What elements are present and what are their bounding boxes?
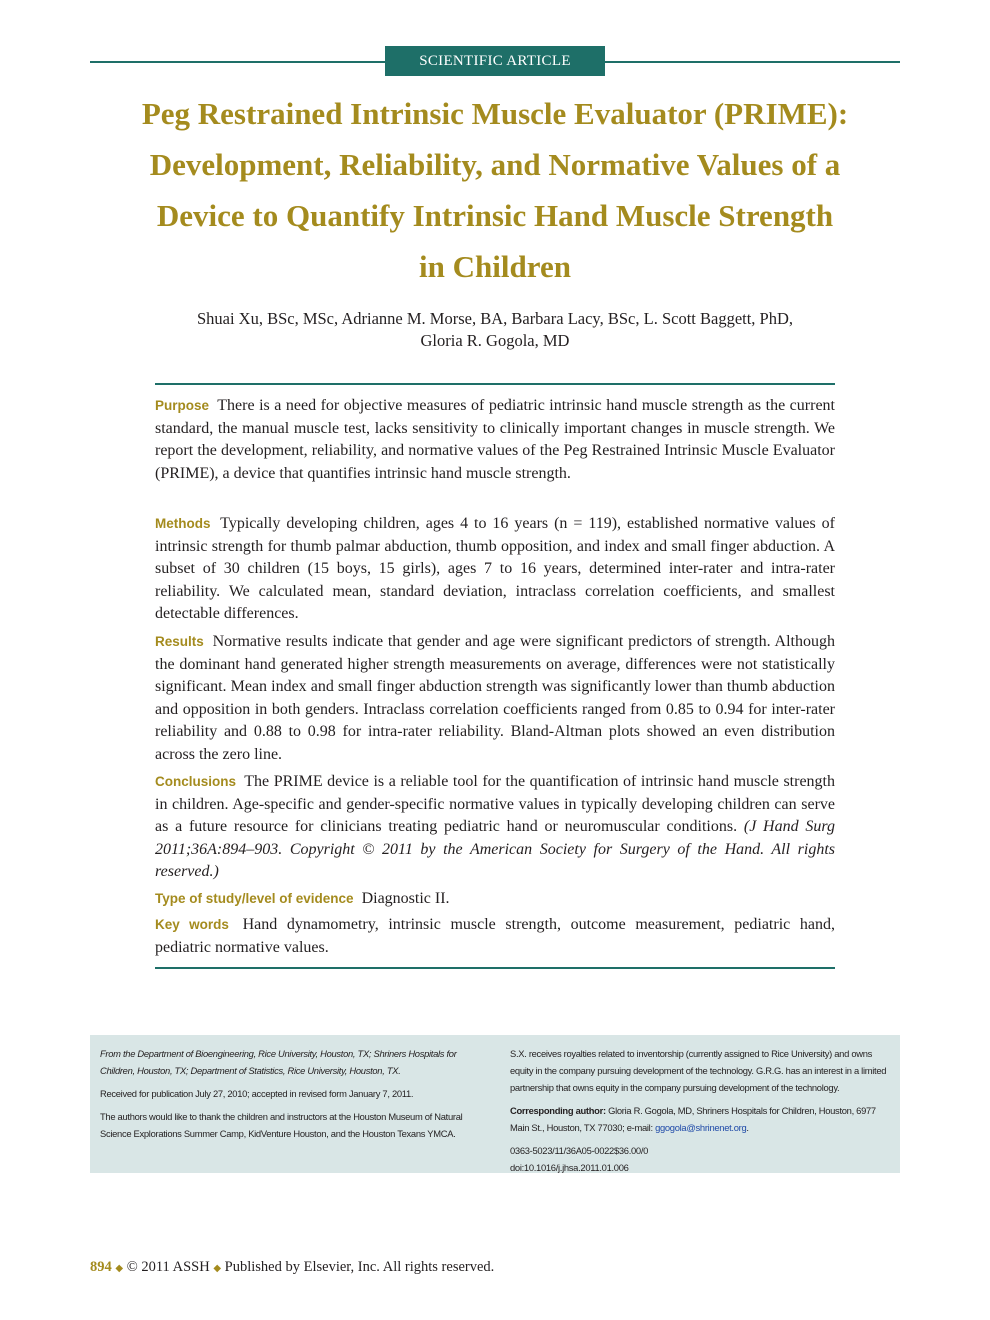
results-text: Normative results indicate that gender and age were significant predictors of strength. Although the dominant hand generated higher strength measurements on average, differences were not statistically significant. Mean index and small finger abduction strength was significantly lower than thumb abduction and opposition in both genders. Intraclass correlation coefficients ranged from 0.85 to 0.94 for inter-rater reliability and 0.88 to 0.98 for intra-rater reliability. Bland-Altman plots showed an even distribution across the zero line.: [155, 633, 836, 763]
separator-diamond-icon: ◆: [213, 1263, 222, 1274]
methods-label: Methods: [155, 516, 211, 531]
purpose-text: There is a need for objective measures of pediatric intrinsic hand muscle strength as the current standard, the manual muscle test, lacks sensitivity to clinically important changes in muscle strength. We report the development, reliability, and normative values of the Peg Restrained Intrinsic Muscle Evaluator (PRIME), a device that quantifies intrinsic hand muscle strength.: [155, 397, 835, 482]
identifier-note: [510, 1142, 893, 1176]
received-note: Received for publication July 27, 2010; accepted in revised form January 7, 2011.: [100, 1088, 414, 1099]
corresponding-label: Corresponding author:: [510, 1105, 606, 1116]
author-list: [100, 308, 890, 352]
purpose-label: Purpose: [155, 398, 210, 413]
title-line: Development, Reliability, and Normative Values of a: [149, 147, 841, 182]
footnote-column-left: [100, 1045, 485, 1148]
abstract-study-type: [155, 888, 835, 911]
title-line: in Children: [419, 249, 571, 284]
footnote-box: [90, 1035, 900, 1173]
disclosure-note: S.X. receives royalties related to inventorship (currently assigned to Rice University) and owns equity in the company pursuing development of the technology. G.R.G. has an interest in a limited partnership that owns equity in the company pursuing development of the technology.: [510, 1048, 887, 1093]
abstract-purpose: [155, 395, 835, 485]
corresponding-author-note: Corresponding author: Gloria R. Gogola, MD, Shriners Hospitals for Children, Houston, 6977 Main St., Houston, TX 77030; e-mail: ggogola@shrinenet.org.: [510, 1105, 876, 1133]
article-title: [90, 88, 900, 292]
study-type-label: Type of study/level of evidence: [155, 891, 354, 906]
keywords-label: Key words: [155, 917, 229, 932]
doi-link[interactable]: doi:10.1016/j.jhsa.2011.01.006: [510, 1162, 629, 1173]
page-footer: [90, 1257, 690, 1279]
study-type-text: Diagnostic II.: [361, 890, 450, 907]
keywords-text: Hand dynamometry, intrinsic muscle strength, outcome measurement, pediatric hand, pediatric normative values.: [155, 916, 836, 956]
publisher-text: Published by Elsevier, Inc. All rights reserved.: [224, 1259, 495, 1275]
citation-text: (J Hand Surg 2011;36A:894–903. Copyright © 2011 by the American Society for Surgery of the Hand. All rights reserved.): [155, 818, 836, 880]
page-number: 894: [90, 1259, 112, 1275]
abstract-conclusions: [155, 771, 835, 884]
separator-diamond-icon: ◆: [115, 1263, 124, 1274]
section-label: SCIENTIFIC ARTICLE: [385, 46, 605, 76]
title-line: Device to Quantify Intrinsic Hand Muscle Strength: [156, 198, 834, 233]
author-line: Gloria R. Gogola, MD: [420, 331, 570, 350]
section-header: [90, 46, 900, 76]
author-line: Shuai Xu, BSc, MSc, Adrianne M. Morse, BA, Barbara Lacy, BSc, L. Scott Baggett, PhD,: [196, 309, 794, 328]
copyright-text: © 2011 ASSH: [126, 1259, 210, 1275]
abstract-box: [155, 383, 835, 969]
affiliation-note: From the Department of Bioengineering, Rice University, Houston, TX; Shriners Hospitals for Children, Houston, TX; Department of Statistics, Rice University, Houston, TX.: [100, 1048, 457, 1076]
email-link[interactable]: ggogola@shrinenet.org: [655, 1122, 747, 1133]
issn-text: 0363-5023/11/36A05-0022$36.00/0: [510, 1145, 649, 1156]
footnote-column-right: [510, 1045, 893, 1182]
corresponding-text: Gloria R. Gogola, MD, Shriners Hospitals for Children, Houston, 6977 Main St., Houston, TX 77030; e-mail:: [510, 1105, 876, 1133]
acknowledgment-note: The authors would like to thank the children and instructors at the Houston Museum of Natural Science Explorations Summer Camp, KidVenture Houston, and the Houston Texans YMCA.: [100, 1111, 463, 1139]
conclusions-label: Conclusions: [155, 774, 237, 789]
abstract-results: [155, 631, 835, 766]
conclusions-text: The PRIME device is a reliable tool for the quantification of intrinsic hand muscle strength in children. Age-specific and gender-specific normative values in typically developing children can serve as a future resource for clinicians treating pediatric hand or neuromuscular conditions.: [155, 773, 835, 835]
results-label: Results: [155, 634, 204, 649]
abstract-methods: [155, 513, 835, 626]
title-line: Peg Restrained Intrinsic Muscle Evaluator (PRIME):: [141, 96, 849, 131]
methods-text: Typically developing children, ages 4 to 16 years (n = 119), established normative values of intrinsic strength for thumb palmar abduction, thumb opposition, and index and small finger abduction. A subset of 30 children (15 boys, 15 girls), ages 7 to 16 years, determined inter-rater and intra-rater reliability. We calculated mean, standard deviation, intraclass correlation coefficients, and smallest detectable differences.: [155, 515, 836, 622]
abstract-keywords: [155, 914, 835, 959]
